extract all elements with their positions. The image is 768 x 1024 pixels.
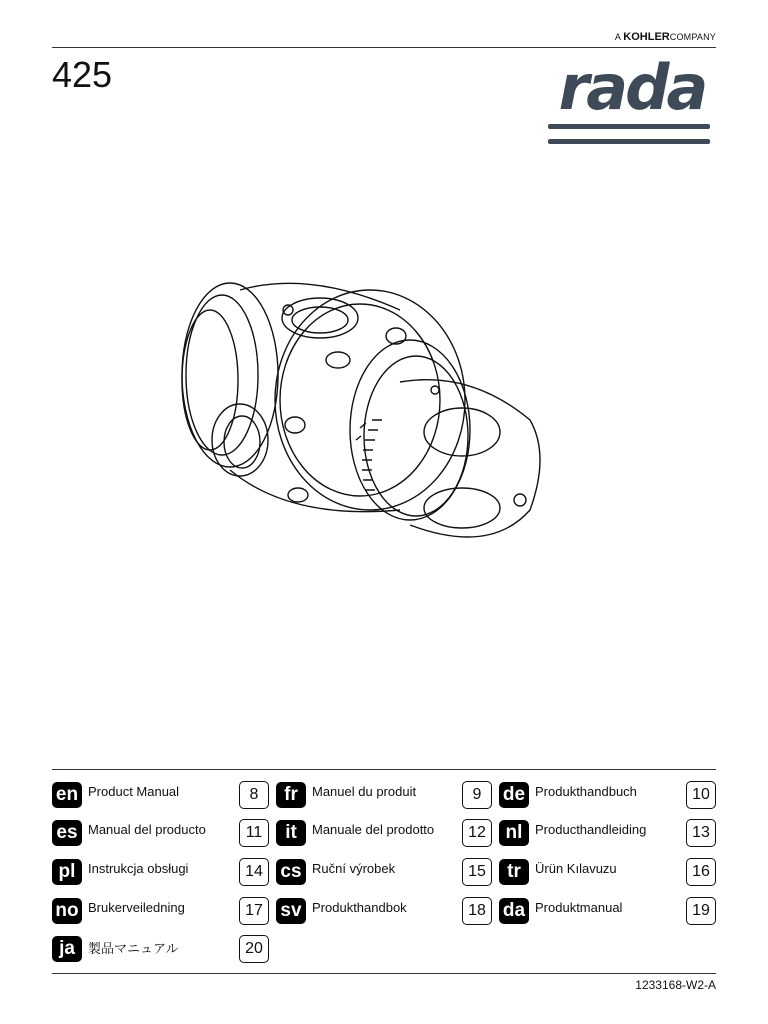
language-manual-title: Ürün Kılavuzu [535, 861, 617, 876]
language-entry-pl[interactable] [52, 857, 189, 887]
language-manual-title: Brukerveiledning [88, 900, 185, 915]
language-code-badge: pl [52, 859, 82, 885]
document-number: 1233168-W2-A [635, 978, 716, 992]
language-entry-tr[interactable] [499, 857, 617, 887]
language-manual-title: Manuale del prodotto [312, 822, 435, 837]
language-code-badge: ja [52, 936, 82, 962]
page-number-box[interactable]: 10 [686, 781, 716, 809]
logo-bar-upper [548, 124, 710, 129]
language-code-badge: it [276, 820, 306, 846]
language-code-badge: tr [499, 859, 529, 885]
language-entry-nl[interactable] [499, 818, 647, 848]
language-entry-es[interactable] [52, 818, 206, 848]
language-code-badge: da [499, 898, 529, 924]
language-entry-cs[interactable] [276, 857, 396, 887]
page-number-box[interactable]: 18 [462, 897, 492, 925]
language-manual-title: 製品マニュアル [88, 941, 179, 956]
language-manual-title: Ruční výrobek [312, 861, 396, 876]
language-manual-title: Produktmanual [535, 900, 623, 915]
thermostatic-valve-illustration [170, 270, 570, 570]
company-prefix: A [614, 32, 621, 42]
language-entry-fr[interactable] [276, 780, 417, 810]
language-entry-ja[interactable] [52, 934, 179, 964]
middle-divider [52, 769, 716, 770]
company-brand: KOHLER [623, 31, 670, 43]
language-entry-da[interactable] [499, 896, 623, 926]
language-code-badge: de [499, 782, 529, 808]
language-manual-title: Manual del producto [88, 822, 206, 837]
kohler-company-tagline [615, 31, 716, 43]
language-code-badge: en [52, 782, 82, 808]
language-manual-title: Manuel du produit [312, 784, 417, 799]
page-number-box[interactable]: 17 [239, 897, 269, 925]
language-manual-title: Producthandleiding [535, 822, 647, 837]
language-manual-title: Product Manual [88, 784, 180, 799]
page-number-box[interactable]: 15 [462, 858, 492, 886]
language-code-badge: sv [276, 898, 306, 924]
language-manual-title: Produkthandbok [312, 900, 407, 915]
language-manual-title: Instrukcja obsługi [88, 861, 189, 876]
language-code-badge: es [52, 820, 82, 846]
language-code-badge: nl [499, 820, 529, 846]
page-number-box[interactable]: 8 [239, 781, 269, 809]
bottom-divider [52, 973, 716, 974]
page-number-box[interactable]: 19 [686, 897, 716, 925]
page-number-box[interactable]: 16 [686, 858, 716, 886]
language-entry-sv[interactable] [276, 896, 407, 926]
page-number-box[interactable]: 14 [239, 858, 269, 886]
page-number-box[interactable]: 9 [462, 781, 492, 809]
language-code-badge: no [52, 898, 82, 924]
page-number-box[interactable]: 20 [239, 935, 269, 963]
top-divider [52, 47, 716, 48]
language-manual-title: Produkthandbuch [535, 784, 637, 799]
rada-logo [546, 51, 718, 148]
language-code-badge: cs [276, 859, 306, 885]
page-number-box[interactable]: 13 [686, 819, 716, 847]
language-entry-de[interactable] [499, 780, 637, 810]
language-code-badge: fr [276, 782, 306, 808]
company-suffix: COMPANY [669, 32, 716, 42]
model-number: 425 [52, 54, 113, 95]
language-entry-no[interactable] [52, 896, 185, 926]
language-entry-it[interactable] [276, 818, 435, 848]
rada-logo-text: rada [558, 51, 706, 124]
logo-bar-lower [548, 139, 710, 144]
page-number-box[interactable]: 11 [239, 819, 269, 847]
page-number-box[interactable]: 12 [462, 819, 492, 847]
language-entry-en[interactable] [52, 780, 180, 810]
